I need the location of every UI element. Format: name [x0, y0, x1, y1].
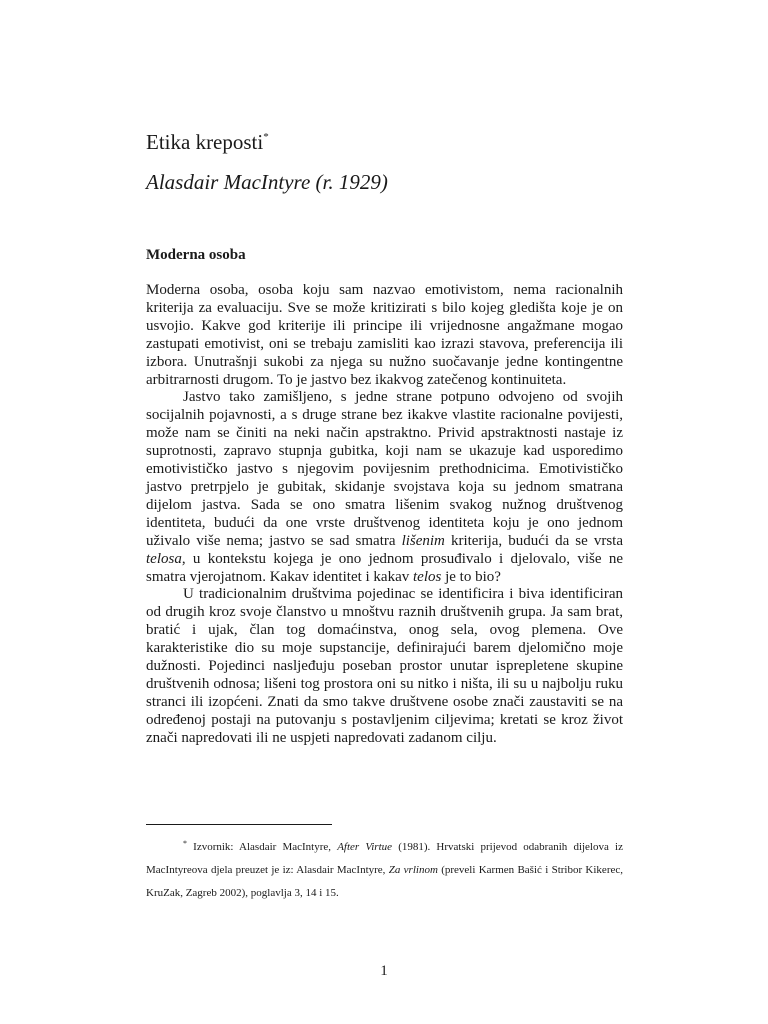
paragraph: [146, 389, 623, 586]
italic-term: After Virtue: [337, 841, 393, 853]
text-run: Moderna osoba, osoba koju sam nazvao emotivistom, nema racionalnih kriterija za evaluaciju. Sve se može kritizirati s bilo kojeg gledišta koje je on usvojio. Kakve god kriterije ili principe ili vrijednosne angažmane mogao zastupati emotivist, oni se trebaju zamisliti kao izrazi stavova, preferencija ili izbora. Unutrašnji sukobi za njega su nužno suočavanje jedne kontingentne arbitrarnosti drugom. To je jastvo bez ikakvog zatečenog kontinuiteta.: [146, 282, 623, 388]
italic-term: lišenim: [401, 532, 445, 549]
footnote-text: [146, 841, 623, 899]
section-heading: Moderna osoba: [146, 247, 246, 263]
title-text: Etika kreposti: [146, 130, 264, 154]
text-run: Izvornik: Alasdair MacIntyre,: [187, 841, 338, 853]
author-line: Alasdair MacIntyre (r. 1929): [146, 170, 388, 194]
paragraph: [146, 586, 623, 747]
italic-term: telos: [413, 568, 442, 585]
italic-term: telosa: [146, 550, 182, 567]
text-run: , u kontekstu kojega je ono jednom prosuđivalo i djelovalo, više ne smatra vjerojatnom. Kakav identitet i kakav: [146, 550, 623, 585]
page-number: 1: [380, 963, 388, 979]
title-footnote-mark: *: [263, 131, 269, 143]
text-run: U tradicionalnim društvima pojedinac se identificira i biva identificiran od drugih kroz svoje članstvo u mnoštvu raznih društvenih grupa. Ja sam brat, bratić i ujak, član tog domaćinstva, onog sela, ovog plemena. Ove karakteristike dio su moje supstancije, definirajući barem djelomično moje dužnosti. Pojedinci nasljeđuju poseban prostor unutar isprepletene skupine društvenih odnosa; lišeni tog prostora oni su nitko i ništa, ili su u najbolju ruku stranci ili izopćeni. Znati da smo takve društvene osobe znači zaustaviti se na određenoj postaji na putovanju s postavljenim ciljevima; kretati se kroz život znači napredovati ili ne uspjeti napredovati zadanom cilju.: [146, 586, 623, 746]
text-run: (preveli Karmen Bašić i Stribor Kikerec, KruZak, Zagreb 2002), poglavlja 3, 14 i 15.: [146, 864, 623, 899]
body-text: [146, 282, 623, 748]
text-run: Jastvo tako zamišljeno, s jedne strane potpuno odvojeno od svojih socijalnih pojavnosti, a s druge strane bez ikakve vlastite racionalne povijesti, može nam se činiti na neki način apstraktno. Privid apstraktnosti nastaje iz suprotnosti, zapravo stupnja gubitka, koji nam se ukazuje kad usporedimo emotivističko jastvo s njegovim povijesnim prethodnicima. Emotivističko jastvo pretrpjelo je gubitak, skidanje svojstava koja su jednom smatrana dijelom jastva. Sada se ono smatra lišenim svakog nužnog društvenog identiteta, budući da one vrste društvenog identiteta koju je ono jednom uživalo više nema; jastvo se sad smatra: [146, 389, 623, 549]
text-run: je to bio?: [441, 568, 501, 585]
footnote-separator: [146, 824, 332, 825]
footnote-mark: *: [183, 839, 187, 848]
document-title: [146, 130, 269, 155]
footnote: [146, 832, 623, 905]
text-run: kriterija, budući da se vrsta: [444, 532, 623, 549]
italic-term: Za vrlinom: [388, 864, 438, 876]
paragraph: [146, 282, 623, 389]
text-run: (1981). Hrvatski prijevod odabranih dijelova iz MacIntyreova djela preuzet je iz: Alasdair MacIntyre,: [146, 841, 623, 876]
